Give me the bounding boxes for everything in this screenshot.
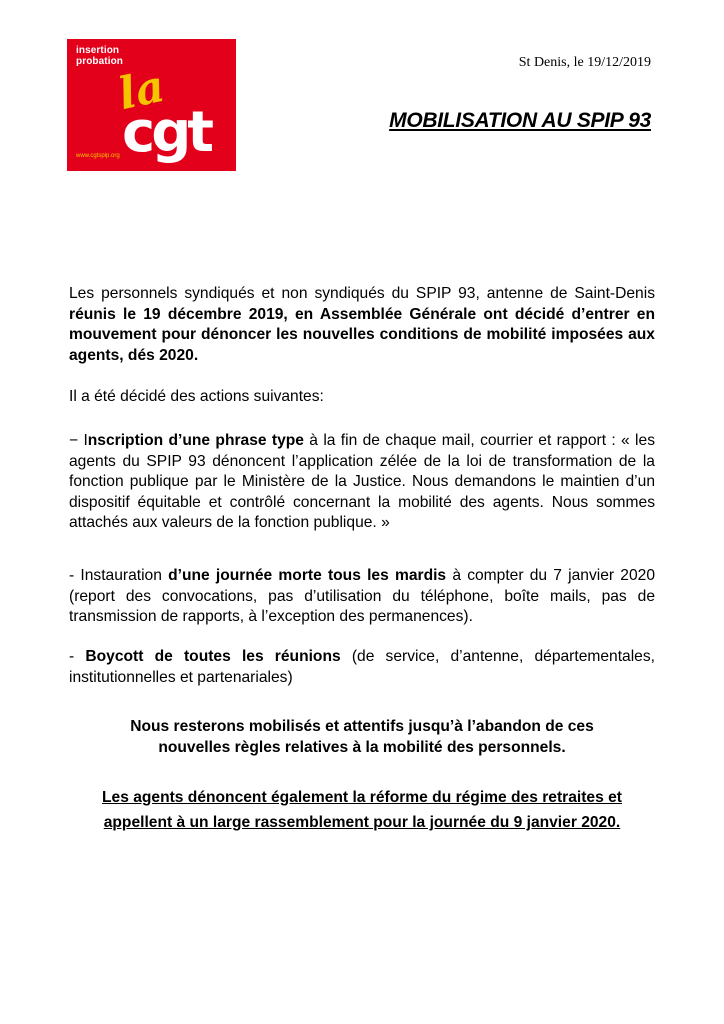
- item3-bold: Boycott de toutes les réunions: [85, 648, 341, 665]
- item3-prefix: -: [69, 648, 86, 665]
- conclusion-line-1: Nous resterons mobilisés et attentifs jusqu’à l’abandon de ces: [130, 718, 594, 735]
- document-date: St Denis, le 19/12/2019: [518, 55, 651, 70]
- logo-cgt: cgt: [122, 100, 211, 165]
- call-to-action: [69, 785, 655, 835]
- logo-line-insertion: insertion: [76, 45, 120, 56]
- call-line-2: appellent à un large rassemblement pour la journée du 9 janvier 2020.: [103, 814, 621, 831]
- actions-heading: Il a été décidé des actions suivantes:: [69, 388, 324, 405]
- conclusion-line-2: nouvelles règles relatives à la mobilité des personnels.: [158, 738, 566, 756]
- page-title: MOBILISATION AU SPIP 93: [389, 109, 651, 132]
- conclusion-paragraph: [69, 717, 655, 758]
- logo-url: www.cgtspip.org: [76, 153, 120, 159]
- item3-rest: (de service, d’antenne, départementales, institutionnelles et partenariales): [69, 648, 655, 686]
- item2-prefix: - Instauration: [69, 567, 169, 584]
- logo-line-probation: probation: [76, 56, 124, 67]
- item2-rest: à compter du 7 janvier 2020 (report des convocations, pas d’utilisation du téléphone, boîte mails, pas de transmission de rapports, à l’exception des permanences).: [69, 567, 655, 625]
- intro-text: Les personnels syndiqués et non syndiqués du SPIP 93, antenne de Saint-Denis: [69, 285, 655, 302]
- action-item-boycott: [69, 647, 655, 688]
- cgt-logo: [67, 39, 236, 171]
- item1-rest: à la fin de chaque mail, courrier et rapport : « les agents du SPIP 93 dénoncent l’application zélée de la loi de transformation de la fonction publique par le Ministère de la Justice. Nous demandons le maintien d’un dispositif équitable et contrôlé concernant la mobilité des agents. Nous sommes attachés aux valeurs de la fonction publique. »: [69, 432, 655, 531]
- intro-bold-text: réunis le 19 décembre 2019, en Assemblée Générale ont décidé d’entrer en mouvement pour dénoncer les nouvelles conditions de mobilité imposées aux agents, dés 2020.: [69, 305, 655, 364]
- item1-prefix: − I: [69, 432, 88, 449]
- item1-bold: nscription d’une phrase type: [87, 432, 304, 449]
- item2-bold: d’une journée morte tous les mardis: [168, 567, 447, 584]
- action-item-journee-morte: [69, 566, 655, 628]
- intro-paragraph: [69, 284, 655, 366]
- call-line-1: Les agents dénoncent également la réforme du régime des retraites et: [102, 789, 622, 806]
- logo-la: la: [114, 60, 169, 121]
- action-item-inscription: [69, 431, 655, 534]
